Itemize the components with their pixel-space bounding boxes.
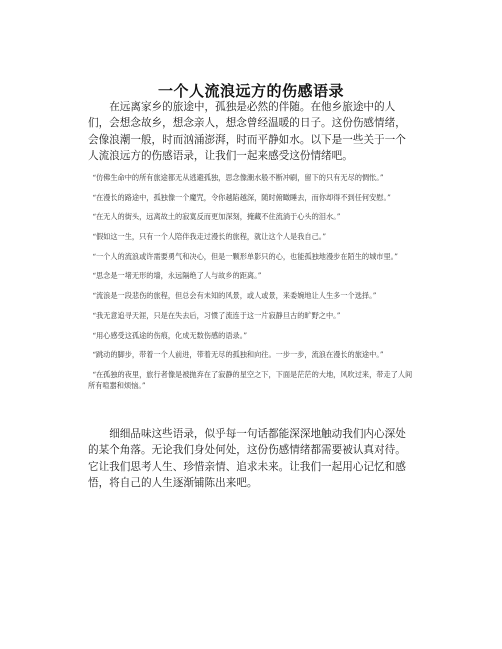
quote-item: “思念是一堵无形的墙，永远隔绝了人与故乡的距离。” (92, 271, 262, 281)
quote-item: “跳动的脚步，带着一个人前进，带着无尽的孤独和向往。一步一步，流浪在漫长的旅途中。” (92, 350, 384, 360)
closing-paragraph: 细细品味这些语录，似乎每一句话都能深深地触动我们内心深处的某个角落。无论我们身处何处，这份伤感情绪都需要被认真对待。它让我们思考人生、珍惜亲情、追求未来。让我们一起用心记忆和感悟，将自己的人生逐渐铺陈出来吧。 (88, 428, 406, 490)
quote-item: “我无意追寻天涯，只是在失去后，习惯了流连于这一片寂静旦古的旷野之中。” (92, 310, 341, 320)
quote-item: “流浪是一段悲伤的旅程，但总会有未知的风景，或人或景，来委婉地让人生多一个选择。” (92, 291, 377, 301)
quote-item: “在无人的街头，远离故土的寂寞反而更加深刻，掩藏不住流淌于心头的泪水。” (92, 212, 341, 222)
intro-paragraph: 在远离家乡的旅途中，孤独是必然的伴随。在他乡旅途中的人们，会想念故乡，想念亲人，想念曾经温暖的日子。这份伤感情绪，会像浪潮一般，时而汹涌澎湃，时而平静如水。以下是一些关于一个人流浪远方的伤感语录，让我们一起来感受这份情绪吧。 (88, 101, 406, 163)
quote-item: “一个人的流浪或许需要勇气和决心，但是一颗形单影只的心，也能孤独地漫步在陌生的城市里。” (92, 251, 398, 261)
quote-item: “用心感受这孤途的伤痕，化成无数伤感的语录。” (92, 330, 248, 340)
quote-item: “仿佛生命中的所有旅途都无从逃避孤独，思念像潮水般不断冲刷，留下的只有无尽的惆怅。” (92, 173, 384, 182)
quote-item: “在孤独的夜里，旅行者像是被抛弃在了寂静的星空之下，下面是茫茫的大地，风吹过来，带走了人间所有喧嚣和烦恼。” (88, 369, 413, 391)
quote-item: “假如这一生，只有一个人陪伴我走过漫长的旅程，就让这个人是我自己。” (92, 232, 327, 242)
quote-list (88, 172, 416, 400)
document-title: 一个人流浪远方的伤感语录 (157, 82, 344, 100)
quote-item: “在漫长的路途中，孤独像一个魔咒，令你越陷越深，随时俯瞰睡去，而你却得不到任何安慰。” (92, 192, 391, 202)
